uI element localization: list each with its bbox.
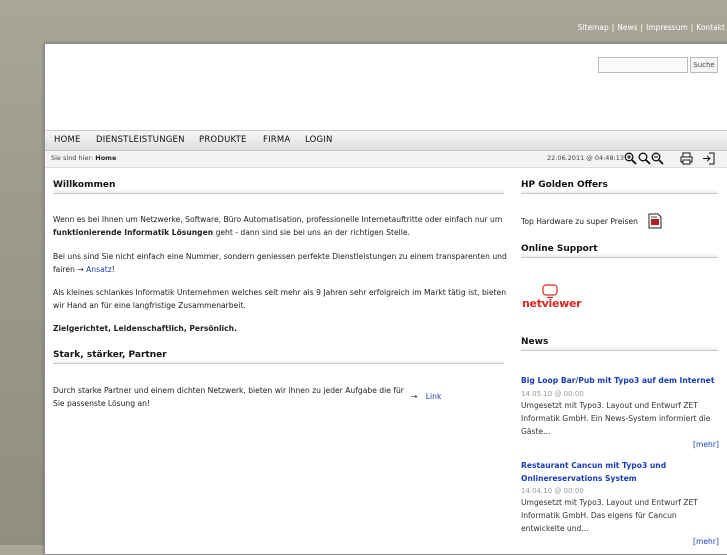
netviewer-logo[interactable] xyxy=(521,284,581,314)
zoom-in-icon[interactable] xyxy=(624,152,637,165)
breadcrumb-bar xyxy=(45,151,727,168)
search-button[interactable]: Suche xyxy=(690,57,718,73)
news-more-link[interactable]: [mehr] xyxy=(693,537,719,546)
partner-link-wrap xyxy=(411,390,441,403)
fair-paragraph xyxy=(53,250,508,276)
partner-link[interactable]: Link xyxy=(425,392,442,401)
main-nav xyxy=(45,130,727,151)
intro-bold-text: funktionierende Informatik Lösungen xyxy=(53,228,214,237)
news-link[interactable]: News xyxy=(617,23,638,32)
partner-paragraph: Durch starke Partner und einem dichten Netzwerk, bieten wir ihnen zu jeder Aufgabe die für Sie passenste Lösung an! xyxy=(53,386,404,408)
breadcrumb xyxy=(51,154,116,162)
news-item-text: Umgesetzt mit Typo3. Layout und Entwurf ZET Informatik GmbH. Ein News-System informiert die Gäste... xyxy=(521,401,711,436)
logout-icon[interactable] xyxy=(702,152,715,165)
zoom-out-icon[interactable] xyxy=(651,152,664,165)
separator: | xyxy=(611,23,615,32)
datetime: 22.06.2011 @ 04:48:13 xyxy=(547,154,625,162)
news-title: News xyxy=(521,337,718,351)
nav-dienstleistungen[interactable]: DIENSTLEISTUNGEN xyxy=(96,135,185,145)
hp-offers-title: HP Golden Offers xyxy=(521,180,718,194)
intro-text: Wenn es bei Ihnen um Netzwerke, Software, Büro Automatisation, professionelle Internetauftritte oder einfach nur um xyxy=(53,215,503,224)
hp-offers-text[interactable]: Top Hardware zu super Preisen xyxy=(521,217,638,226)
kontakt-link[interactable]: Kontakt xyxy=(696,23,725,32)
nav-produkte[interactable]: PRODUKTE xyxy=(199,135,247,145)
nav-firma[interactable]: FIRMA xyxy=(263,135,291,145)
arrow-icon: → xyxy=(411,392,418,401)
welcome-title: Willkommen xyxy=(53,180,504,194)
news-more-link[interactable]: [mehr] xyxy=(693,440,719,449)
top-links xyxy=(578,23,725,32)
pdf-icon[interactable] xyxy=(648,213,662,229)
ansatz-link[interactable]: Ansatz xyxy=(86,265,112,274)
news-item-title[interactable]: Big Loop Bar/Pub mit Typo3 auf dem Internet xyxy=(521,376,715,385)
fair-text: Bei uns sind Sie nicht einfach eine Nummer, sondern geniessen perfekte Dienstleistungen zu einem transparenten und fairen xyxy=(53,252,507,274)
fair-text-end: ! xyxy=(111,265,115,274)
news-item-text: Umgesetzt mit Typo3. Layout und Entwurf ZET Informatik GmbH. Das eigens für Cancun entwickelte und... xyxy=(521,498,698,533)
arrow-icon: → xyxy=(77,265,84,274)
news-item-title[interactable]: Restaurant Cancun mit Typo3 und Onlinereservations System xyxy=(521,461,667,483)
separator: | xyxy=(640,23,644,32)
intro-text-end: geht - dann sind sie bei uns an der richtigen Stelle. xyxy=(213,228,410,237)
breadcrumb-prefix: Sie sind hier: xyxy=(51,154,94,162)
news-item-date: 14.04.10 @ 00:00 xyxy=(521,487,584,495)
motto-paragraph: Zielgerichtet, Leidenschaftlich, Persönlich. xyxy=(53,324,237,333)
print-icon[interactable] xyxy=(680,152,693,165)
news-item-date: 14.05.10 @ 00:00 xyxy=(521,390,584,398)
netviewer-wordmark: netviewer xyxy=(522,297,582,310)
partner-title: Stark, stärker, Partner xyxy=(53,350,504,364)
nav-login[interactable]: LOGIN xyxy=(305,135,333,145)
sitemap-link[interactable]: Sitemap xyxy=(577,23,609,32)
company-paragraph: Als kleines schlankes Informatik Unternehmen welches seit mehr als 9 Jahren sehr erfolgreich im Markt tätig ist, bieten wir Hand an für eine langfristige Zusammenarbeit. xyxy=(53,288,507,310)
impressum-link[interactable]: Impressum xyxy=(646,23,688,32)
intro-paragraph xyxy=(53,213,508,239)
nav-home[interactable]: HOME xyxy=(54,135,81,145)
separator: | xyxy=(690,23,694,32)
online-support-title: Online Support xyxy=(521,244,718,258)
breadcrumb-current[interactable]: Home xyxy=(95,154,117,162)
page-container xyxy=(44,43,727,555)
search-input[interactable] xyxy=(598,57,688,73)
zoom-reset-icon[interactable] xyxy=(638,152,651,165)
